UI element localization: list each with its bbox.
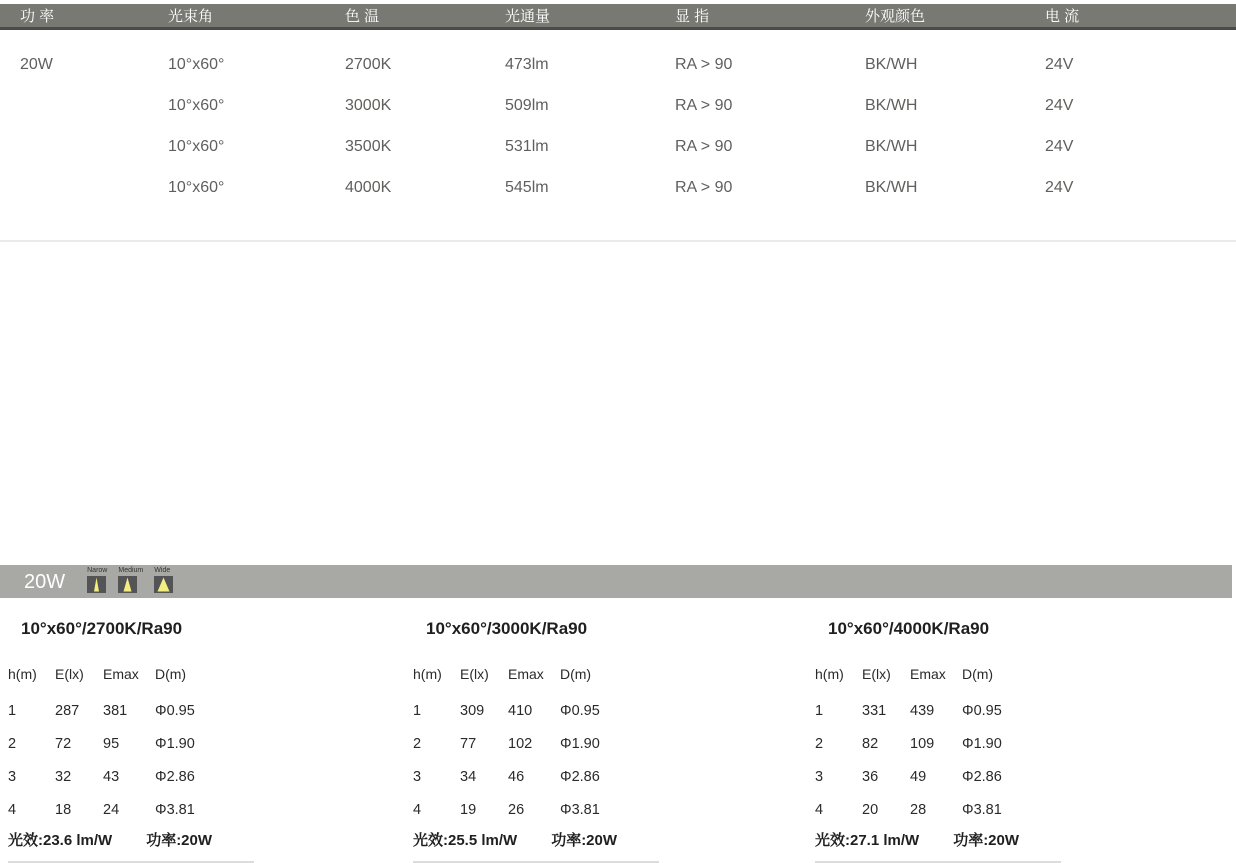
col-header-diameter: D(m) <box>962 666 994 682</box>
photometric-row <box>410 727 710 760</box>
cell-lux: 20 <box>862 801 879 818</box>
cell-height: 2 <box>413 735 422 752</box>
spec-cell-cct: 2700K <box>345 55 392 73</box>
power-label: 20W <box>24 570 66 593</box>
cell-emax: 26 <box>508 801 525 818</box>
photometric-table-3000k <box>410 619 710 863</box>
spec-cell-cri: RA > 90 <box>675 55 733 73</box>
cell-diameter: Φ1.90 <box>560 735 600 752</box>
wide-beam-option <box>154 567 173 593</box>
spec-column-header-cri: 显 指 <box>675 8 710 25</box>
cell-emax: 46 <box>508 768 525 785</box>
photometric-row <box>812 760 1112 793</box>
cell-height: 2 <box>8 735 17 752</box>
photometric-header-row <box>812 666 1112 682</box>
col-header-lux: E(lx) <box>862 666 891 682</box>
medium-beam-label: Medium <box>118 567 144 574</box>
cell-lux: 32 <box>55 768 72 785</box>
cell-diameter: Φ0.95 <box>962 702 1002 719</box>
narrow-beam-label: Narow <box>87 567 108 574</box>
photometric-tables <box>0 619 1236 863</box>
cell-emax: 95 <box>103 735 120 752</box>
cell-emax: 24 <box>103 801 120 818</box>
efficacy-value: 光效:27.1 lm/W <box>815 832 920 849</box>
cell-height: 1 <box>8 702 17 719</box>
cell-lux: 287 <box>55 702 80 719</box>
spec-cell-beam-angle: 10°x60° <box>168 178 225 196</box>
col-header-lux: E(lx) <box>55 666 84 682</box>
col-header-diameter: D(m) <box>560 666 592 682</box>
medium-beam-option <box>118 567 143 593</box>
wide-beam-label: Wide <box>154 567 171 574</box>
cell-diameter: Φ0.95 <box>560 702 600 719</box>
photometric-table-title: 10°x60°/2700K/Ra90 <box>21 619 183 638</box>
col-header-emax: Emax <box>103 666 139 682</box>
cell-emax: 28 <box>910 801 927 818</box>
photometric-table-title: 10°x60°/4000K/Ra90 <box>828 619 990 638</box>
spec-column-header-beam-angle: 光束角 <box>168 8 214 25</box>
power-value: 功率:20W <box>953 832 1020 849</box>
photometric-row <box>5 793 305 826</box>
col-header-emax: Emax <box>508 666 544 682</box>
cell-emax: 43 <box>103 768 120 785</box>
col-header-lux: E(lx) <box>460 666 489 682</box>
cell-height: 4 <box>815 801 824 818</box>
cell-diameter: Φ3.81 <box>560 801 600 818</box>
photometric-table-title: 10°x60°/3000K/Ra90 <box>426 619 588 638</box>
spec-cell-flux: 545lm <box>505 178 549 196</box>
cell-height: 3 <box>815 768 824 785</box>
photometric-table-2700k <box>5 619 305 863</box>
spec-cell-current: 24V <box>1045 137 1074 155</box>
spec-cell-current: 24V <box>1045 96 1074 114</box>
spec-cell-current: 24V <box>1045 55 1074 73</box>
beam-icon-group <box>87 567 173 593</box>
cell-lux: 36 <box>862 768 879 785</box>
cell-height: 4 <box>413 801 422 818</box>
cell-diameter: Φ3.81 <box>155 801 195 818</box>
photometric-header-row <box>410 666 710 682</box>
col-header-height: h(m) <box>815 666 844 682</box>
photometric-footer <box>8 829 254 863</box>
spec-cell-flux: 531lm <box>505 137 549 155</box>
spec-column-header-power: 功 率 <box>20 8 55 25</box>
wide-beam-icon <box>154 576 173 593</box>
medium-beam-icon <box>118 576 137 593</box>
spec-cell-finish: BK/WH <box>865 137 918 155</box>
photometric-row <box>5 760 305 793</box>
cell-diameter: Φ2.86 <box>962 768 1002 785</box>
spec-cell-power: 20W <box>20 55 53 73</box>
cell-lux: 309 <box>460 702 485 719</box>
cell-lux: 18 <box>55 801 72 818</box>
cell-diameter: Φ1.90 <box>155 735 195 752</box>
spec-table-header-row <box>0 4 1236 30</box>
cell-lux: 19 <box>460 801 477 818</box>
beam-options-bar <box>0 565 1232 598</box>
spec-cell-cri: RA > 90 <box>675 178 733 196</box>
spec-table-row <box>0 126 1236 167</box>
power-value: 功率:20W <box>551 832 618 849</box>
cell-lux: 82 <box>862 735 879 752</box>
cell-lux: 77 <box>460 735 477 752</box>
cell-height: 4 <box>8 801 17 818</box>
cell-emax: 439 <box>910 702 935 719</box>
spec-cell-flux: 509lm <box>505 96 549 114</box>
cell-diameter: Φ3.81 <box>962 801 1002 818</box>
spec-table-row <box>0 167 1236 208</box>
spec-cell-cri: RA > 90 <box>675 96 733 114</box>
narrow-beam-option <box>87 567 107 593</box>
col-header-emax: Emax <box>910 666 946 682</box>
photometric-row <box>812 727 1112 760</box>
photometric-row <box>5 694 305 727</box>
narrow-beam-icon <box>87 576 106 593</box>
cell-height: 2 <box>815 735 824 752</box>
spec-cell-finish: BK/WH <box>865 96 918 114</box>
cell-lux: 34 <box>460 768 477 785</box>
cell-diameter: Φ2.86 <box>560 768 600 785</box>
spec-cell-beam-angle: 10°x60° <box>168 96 225 114</box>
spec-cell-beam-angle: 10°x60° <box>168 137 225 155</box>
photometric-row <box>410 793 710 826</box>
cell-diameter: Φ2.86 <box>155 768 195 785</box>
cell-emax: 410 <box>508 702 533 719</box>
spec-column-header-finish: 外观颜色 <box>865 8 926 25</box>
spec-cell-beam-angle: 10°x60° <box>168 55 225 73</box>
cell-emax: 102 <box>508 735 533 752</box>
spec-cell-cct: 3500K <box>345 137 392 155</box>
photometric-row <box>5 727 305 760</box>
cell-height: 1 <box>413 702 422 719</box>
photometric-row <box>812 793 1112 826</box>
section-divider <box>0 240 1236 242</box>
cell-height: 3 <box>413 768 422 785</box>
cell-lux: 331 <box>862 702 887 719</box>
photometric-row <box>410 694 710 727</box>
spec-cell-finish: BK/WH <box>865 178 918 196</box>
spec-cell-cct: 3000K <box>345 96 392 114</box>
spec-sheet-page <box>0 4 1236 863</box>
spec-column-header-current: 电 流 <box>1045 8 1080 25</box>
photometric-footer <box>815 829 1061 863</box>
photometric-footer <box>413 829 659 863</box>
spec-cell-finish: BK/WH <box>865 55 918 73</box>
cell-emax: 381 <box>103 702 128 719</box>
efficacy-value: 光效:25.5 lm/W <box>413 832 518 849</box>
spec-cell-cct: 4000K <box>345 178 392 196</box>
spec-cell-current: 24V <box>1045 178 1074 196</box>
cell-height: 1 <box>815 702 824 719</box>
spec-table-row <box>0 44 1236 85</box>
cell-emax: 109 <box>910 735 935 752</box>
spec-column-header-flux: 光通量 <box>505 8 551 25</box>
col-header-height: h(m) <box>8 666 37 682</box>
photometric-table-4000k <box>812 619 1112 863</box>
cell-diameter: Φ1.90 <box>962 735 1002 752</box>
spec-table-row <box>0 85 1236 126</box>
cell-diameter: Φ0.95 <box>155 702 195 719</box>
efficacy-value: 光效:23.6 lm/W <box>8 832 113 849</box>
spec-table-body <box>0 30 1236 208</box>
power-value: 功率:20W <box>146 832 213 849</box>
photometric-header-row <box>5 666 305 682</box>
photometric-row <box>410 760 710 793</box>
photometric-row <box>812 694 1112 727</box>
spec-cell-cri: RA > 90 <box>675 137 733 155</box>
cell-lux: 72 <box>55 735 72 752</box>
cell-height: 3 <box>8 768 17 785</box>
col-header-diameter: D(m) <box>155 666 187 682</box>
spec-cell-flux: 473lm <box>505 55 549 73</box>
spec-column-header-cct: 色 温 <box>345 8 380 25</box>
col-header-height: h(m) <box>413 666 442 682</box>
cell-emax: 49 <box>910 768 927 785</box>
